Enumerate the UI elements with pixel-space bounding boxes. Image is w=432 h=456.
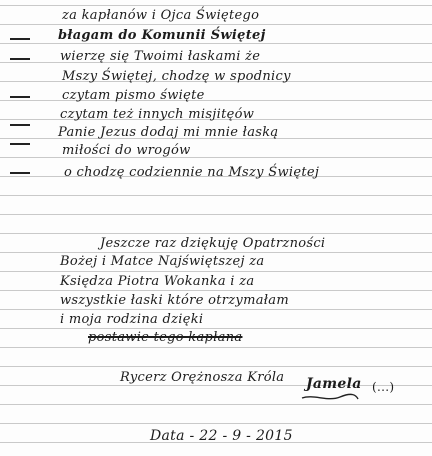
list-dash — [10, 38, 30, 40]
signature-flourish — [300, 392, 360, 404]
paragraph-line-6: postawie tego kapłana — [88, 330, 243, 345]
paragraph-line-2: Bożej i Matce Najświętszej za — [60, 254, 265, 269]
signature-name: Jamela — [306, 376, 362, 392]
paragraph-line-3: Księdza Piotra Wokanka i za — [60, 274, 255, 289]
list-dash — [10, 143, 30, 145]
list-dash — [10, 96, 30, 98]
paragraph-line-4: wszystkie łaski które otrzymałam — [60, 293, 289, 308]
letter-line-1: za kapłanów i Ojca Świętego — [62, 8, 260, 23]
letter-line-5: czytam pismo święte — [62, 88, 205, 103]
letter-line-3: wierzę się Twoimi łaskami że — [60, 49, 261, 64]
list-dash — [10, 124, 30, 126]
letter-line-4: Mszy Świętej, chodzę w spodnicy — [62, 69, 291, 84]
paragraph-line-1: Jeszcze raz dziękuję Opatrzności — [100, 236, 326, 251]
letter-line-9: o chodzę codziennie na Mszy Świętej — [64, 165, 320, 180]
signature-line: Rycerz Orężnosza Króla — [120, 370, 285, 385]
letter-line-8: miłości do wrogów — [62, 143, 191, 158]
letter-line-7: Panie Jezus dodaj mi mnie łaską — [58, 125, 279, 140]
list-dash — [10, 58, 30, 60]
omission-mark: (...) — [372, 380, 395, 394]
list-dash — [10, 172, 30, 174]
date-line: Data - 22 - 9 - 2015 — [150, 428, 293, 444]
letter-line-2: błagam do Komunii Świętej — [58, 28, 266, 43]
letter-line-6: czytam też innych misjitęów — [60, 107, 255, 122]
paragraph-line-5: i moja rodzina dzięki — [60, 312, 204, 327]
